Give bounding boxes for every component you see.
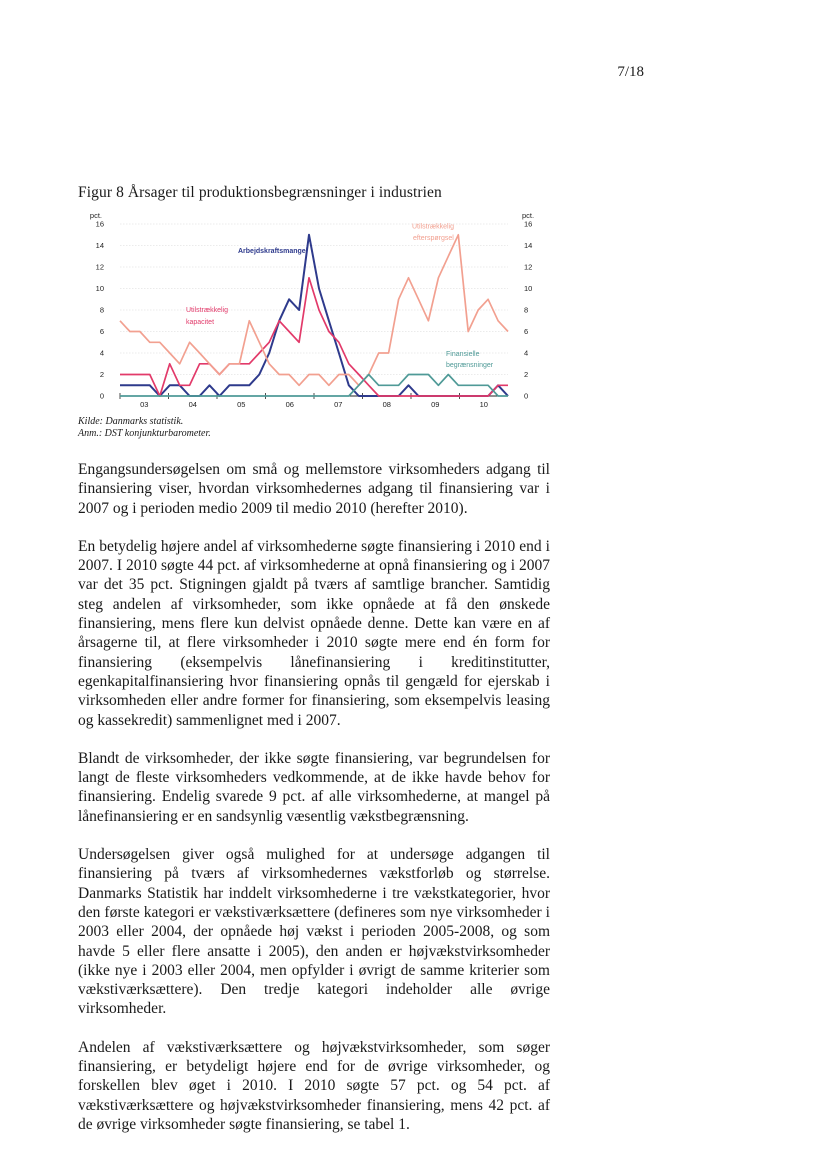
- note-label: Anm.:: [78, 428, 103, 439]
- series-annotation: Finansielle: [446, 351, 480, 359]
- series-annotation: Utilstrækkelig: [186, 307, 229, 315]
- y-axis-unit-right: pct.: [522, 211, 535, 220]
- y-tick-label-left: 6: [99, 327, 104, 336]
- y-tick-label-left: 8: [99, 305, 104, 315]
- x-tick-label: 05: [237, 400, 246, 409]
- line-chart: [78, 206, 538, 416]
- series-annotation: kapacitet: [186, 318, 215, 326]
- y-tick-label-left: 12: [95, 262, 104, 272]
- y-tick-label-left: 0: [99, 391, 104, 401]
- note-text: DST konjunkturbarometer.: [104, 428, 211, 439]
- series-annotation: Arbejdskraftsmangel: [238, 248, 308, 256]
- y-tick-label-right: 2: [524, 370, 529, 379]
- paragraph: En betydelig højere andel af virksomhederne søgte finansiering i 2010 end i 2007. I 2010 søgte 44 pct. af virksomhederne at opnå finansiering og i 2007 var det 35 pct. Stigningen gjaldt på tværs af samtlige brancher. Samtidig steg andelen af virksomheder, som ikke opnåede at få den ønskede finansiering, mens flere kun delvist opnåede denne. Dette kan være en af årsagerne til, at flere virksomheder i 2010 søgte mere end én form for finansiering (eksempelvis lånefinansiering i kreditinstitutter, egenkapitalfinansiering hvor finansiering opnås til gengæld for ejerskab i virksomheden eller andre former for finansiering, som eksempelvis leasing og kassekredit) sammenlignet med i 2007.: [78, 537, 550, 729]
- y-tick-label-right: 10: [524, 284, 533, 293]
- y-tick-label-right: 0: [524, 391, 529, 401]
- source-text: Danmarks statistik.: [105, 416, 184, 427]
- series-line: [120, 235, 508, 396]
- y-tick-label-left: 14: [95, 241, 104, 250]
- source-label: Kilde:: [78, 416, 103, 427]
- paragraph: Blandt de virksomheder, der ikke søgte finansiering, var begrundelsen for langt de fleste virksomheders vedkommende, at de ikke havde behov for finansiering. Endelig svarede 9 pct. af alle virksomhederne, at mangel på lånefinansiering er en sandsynlig væsentlig vækstbegrænsning.: [78, 749, 550, 825]
- x-tick-label: 08: [382, 400, 391, 409]
- paragraph: Engangsundersøgelsen om små og mellemstore virksomheders adgang til finansiering viser, hvordan virksomhedernes adgang til finansiering var i 2007 og i perioden medio 2009 til medio 2010 (herefter 2010).: [78, 461, 550, 517]
- y-tick-label-left: 16: [95, 219, 104, 229]
- series-annotation: Utilstrækkelig: [412, 223, 455, 231]
- y-tick-label-left: 10: [95, 284, 104, 293]
- chart-svg: [78, 206, 538, 416]
- x-tick-label: 07: [334, 400, 343, 409]
- y-tick-label-right: 4: [524, 348, 529, 358]
- figure-title: Figur 8 Årsager til produktionsbegrænsninger i industrien: [78, 184, 442, 201]
- y-axis-unit-left: pct.: [89, 211, 102, 220]
- series-line: [120, 278, 508, 396]
- page-number: 7/18: [617, 64, 644, 80]
- x-tick-label: 03: [140, 400, 149, 409]
- y-tick-label-right: 12: [524, 262, 533, 272]
- figure-note: [78, 428, 538, 440]
- paragraph: Andelen af vækstiværksættere og højvækstvirksomheder, som søger finansiering, er betydeligt højere end for de øvrige virksomheder, og forskellen blev øget i 2010. I 2010 søgte 57 pct. og 54 pct. af vækstiværksættere og højvækstvirksomheder finansiering, mens 42 pct. af de øvrige virksomheder søgte finansiering, se tabel 1.: [78, 1038, 550, 1133]
- x-tick-label: 10: [479, 400, 488, 409]
- figure-source: [78, 416, 538, 428]
- y-tick-label-right: 6: [524, 327, 529, 336]
- body-text: [78, 460, 550, 1153]
- y-tick-label-left: 2: [99, 370, 104, 379]
- y-tick-label-left: 4: [99, 348, 104, 358]
- series-annotation: efterspørgsel: [413, 235, 454, 243]
- y-tick-label-right: 14: [524, 241, 533, 250]
- figure: [78, 184, 538, 440]
- x-tick-label: 06: [285, 400, 294, 409]
- paragraph: Undersøgelsen giver også mulighed for at undersøge adgangen til finansiering på tværs af virksomhedernes vækstforløb og størrelse. Danmarks Statistik har inddelt virksomhederne i tre vækstkategorier, hvor den første kategori er vækstiværksættere (defineres som nye virksomheder i 2003 eller 2004, der opnåede høj vækst i perioden 2005-2008, og som havde 5 eller flere ansatte i 2005), den anden er højvækstvirksomheder (ikke nye i 2003 eller 2004, men opfylder i øvrigt de samme kriterier som vækstiværksættere). Den tredje kategori indeholder alle øvrige virksomheder.: [78, 846, 550, 1018]
- series-annotation: begrænsninger: [446, 361, 494, 369]
- y-tick-label-right: 8: [524, 305, 529, 315]
- x-tick-label: 09: [431, 400, 440, 409]
- y-tick-label-right: 16: [524, 219, 533, 229]
- x-tick-label: 04: [188, 400, 197, 409]
